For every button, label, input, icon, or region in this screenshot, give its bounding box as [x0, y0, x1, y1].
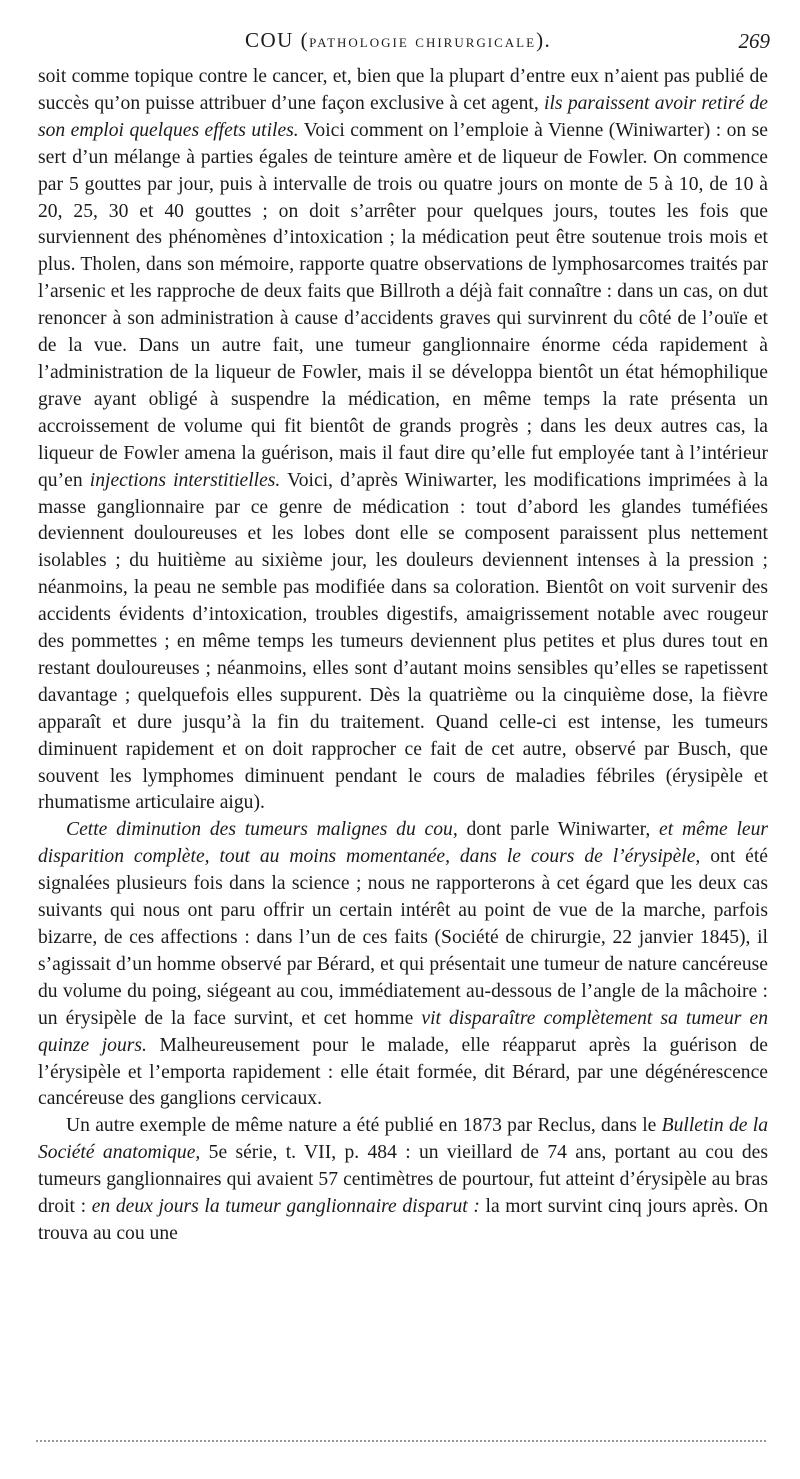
running-title-main: COU (	[245, 28, 310, 52]
running-title-end: ).	[536, 28, 552, 52]
italic-run: injections interstitielles.	[89, 469, 281, 491]
running-header	[0, 28, 800, 58]
text-run: soit comme topique contre le cancer, et, bien que la plupart d’entre eux n’aient pas publié de succès qu’on puisse attribuer d’une façon exclusive à cet agent,	[38, 66, 768, 114]
paragraph-2	[38, 817, 768, 1113]
page-number: 269	[738, 29, 770, 53]
running-title-caps: pathologie chirurgicale	[309, 31, 537, 51]
italic-run: et même leur disparition complète, tout au moins momentanée, dans le cours de l’érysipèle,	[38, 819, 769, 868]
italic-run: ils paraissent avoir retiré de son emploi quelques effets utiles.	[38, 92, 768, 141]
italic-run: Bulletin de la Société anatomique,	[38, 1115, 768, 1164]
italic-run: Cette diminution des tumeurs malignes du cou,	[66, 819, 458, 841]
italic-run: vit disparaître complètement sa tumeur en quinze jours.	[38, 1007, 768, 1056]
text-run: Voici comment on l’emploie à Vienne (Winiwarter) : on se sert d’un mélange à parties égales de teinture amère et de liqueur de Fowler. On commence par 5 gouttes par jour, puis à intervalle de trois ou quatre jours on monte de 5 à 10, de 10 à 20, 25, 30 et 40 gouttes ; on doit s’arrêter pour quelques jours, toutes les fois que surviennent des phénomènes d’intoxication ; la médication peut être soutenue trois mois et plus. Tholen, dans son mémoire, rapporte quatre observations de lymphosarcomes traités par l’arsenic et les rapproche de deux faits que Billroth a déjà fait connaître : dans un cas, on dut renoncer à son administration à cause d’accidents graves qui survinrent du côté de l’ouïe et de la vue. Dans un autre fait, une tumeur ganglionnaire énorme céda rapidement à l’administration de la liqueur de Fowler, mais il se développa bientôt un état hémophilique grave ayant obligé à suspendre la médication, en même temps la rate présenta un accroissement de volume qui fit bientôt de grands progrès ; dans les deux autres cas, la liqueur de Fowler amena la guérison, mais il faut dire qu’elle fut employée tant à l’intérieur qu’en	[38, 119, 768, 491]
text-run: Malheureusement pour le malade, elle réapparut après la guérison de l’érysipèle et l’emporta rapidement : elle était formée, dit Bérard, par une dégénérescence cancéreuse des ganglions cervicaux.	[38, 1034, 768, 1110]
paragraph-3	[38, 1113, 768, 1248]
text-run: 5e série, t. VII, p. 484 : un vieillard de 74 ans, portant au cou des tumeurs ganglionnaires qui avaient 57 centimètres de pourtour, fut atteint d’érysipèle au bras droit :	[38, 1142, 768, 1218]
text-run: dont parle Winiwarter,	[457, 819, 660, 841]
page-footer-rule	[36, 1440, 766, 1442]
text-run: Un autre exemple de même nature a été publié en 1873 par Reclus, dans le	[66, 1115, 662, 1137]
text-run: ont été signalées plusieurs fois dans la science ; nous ne rapporterons à cet égard que les deux cas suivants qui nous ont paru offrir un certain intérêt au point de vue de la marche, parfois bizarre, de ces affections : dans l’un de ces faits (Société de chirurgie, 22 janvier 1845), il s’agissait d’un homme observé par Bérard, et qui présentait une tumeur de nature cancéreuse du volume du poing, siégeant au cou, immédiatement au-dessous de l’angle de la mâchoire : un érysipèle de la face survint, et cet homme	[38, 846, 769, 1029]
text-run: la mort survint cinq jours après. On trouva au cou une	[38, 1196, 768, 1244]
body-text	[38, 64, 768, 1248]
text-run: Voici, d’après Winiwarter, les modifications imprimées à la masse ganglionnaire par ce genre de médication : tout d’abord les glandes tuméfiées deviennent douloureuses et les lobes dont elle se composent paraissent plus nettement isolables ; du huitième au sixième jour, les douleurs deviennent intenses à la pression ; néanmoins, la peau ne semble pas modifiée dans sa coloration. Bientôt on voit survenir des accidents évidents d’intoxication, troubles digestifs, amaigrissement notable avec rougeur des pommettes ; en même temps les tumeurs deviennent plus petites et plus dures tout en restant douloureuses ; néanmoins, elles sont d’autant moins sensibles qu’elles se rapetissent davantage ; quelquefois elles suppurent. Dès la quatrième ou la cinquième dose, la fièvre apparaît et dure jusqu’à la fin du traitement. Quand celle-ci est intense, les tumeurs diminuent rapidement et on doit rapprocher ce fait de cet autre, observé par Busch, que souvent les lymphomes diminuent pendant le cours de maladies fébriles (érysipèle et rhumatisme articulaire aigu).	[38, 469, 768, 814]
running-title	[245, 28, 551, 53]
paragraph-1	[38, 64, 768, 817]
italic-run: en deux jours la tumeur ganglionnaire disparut :	[91, 1196, 480, 1218]
